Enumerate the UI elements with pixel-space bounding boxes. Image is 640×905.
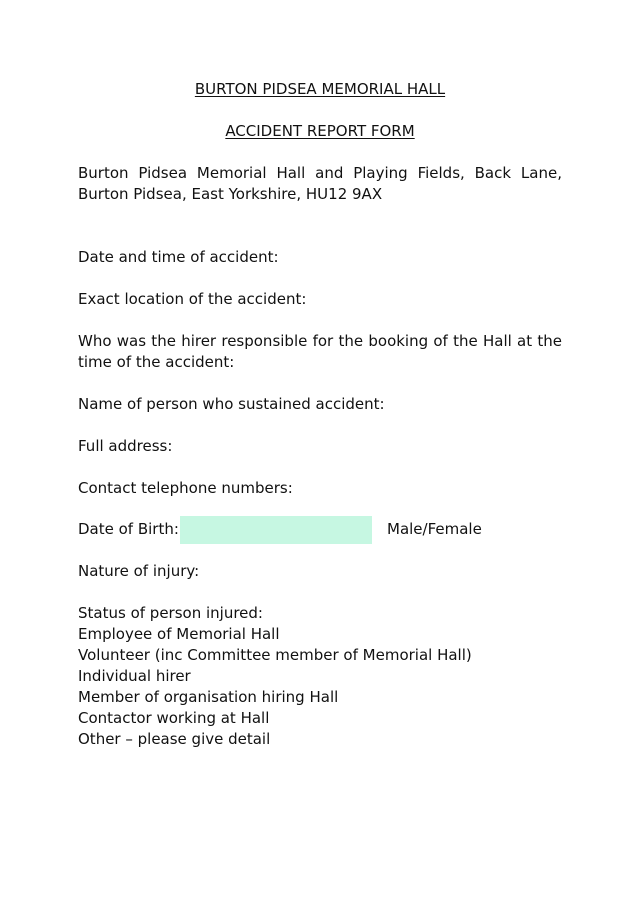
injured-person-status-list (78, 603, 472, 750)
status-option-organisation-member: Member of organisation hiring Hall (78, 688, 339, 706)
status-heading: Status of person injured: (78, 604, 263, 622)
male-female-label: Male/Female (387, 520, 482, 538)
status-option-volunteer: Volunteer (inc Committee member of Memorial Hall) (78, 646, 472, 664)
date-time-label: Date and time of accident: (78, 248, 279, 266)
status-option-employee: Employee of Memorial Hall (78, 625, 280, 643)
venue-address: Burton Pidsea Memorial Hall and Playing Fields, Back Lane, Burton Pidsea, East Yorkshire, HU12 9AX (78, 164, 562, 203)
contact-telephone-label: Contact telephone numbers: (78, 479, 293, 497)
status-option-contractor: Contactor working at Hall (78, 709, 270, 727)
nature-of-injury-label: Nature of injury: (78, 562, 200, 580)
status-option-individual-hirer: Individual hirer (78, 667, 191, 685)
full-address-label: Full address: (78, 437, 173, 455)
location-label: Exact location of the accident: (78, 290, 307, 308)
date-of-birth-field[interactable] (180, 516, 372, 544)
hirer-label: Who was the hirer responsible for the booking of the Hall at the time of the accident: (78, 332, 562, 371)
form-title: ACCIDENT REPORT FORM (225, 122, 415, 140)
injured-person-name-label: Name of person who sustained accident: (78, 395, 385, 413)
date-of-birth-label: Date of Birth: (78, 520, 179, 538)
status-option-other: Other – please give detail (78, 730, 271, 748)
organisation-title: BURTON PIDSEA MEMORIAL HALL (194, 80, 446, 98)
